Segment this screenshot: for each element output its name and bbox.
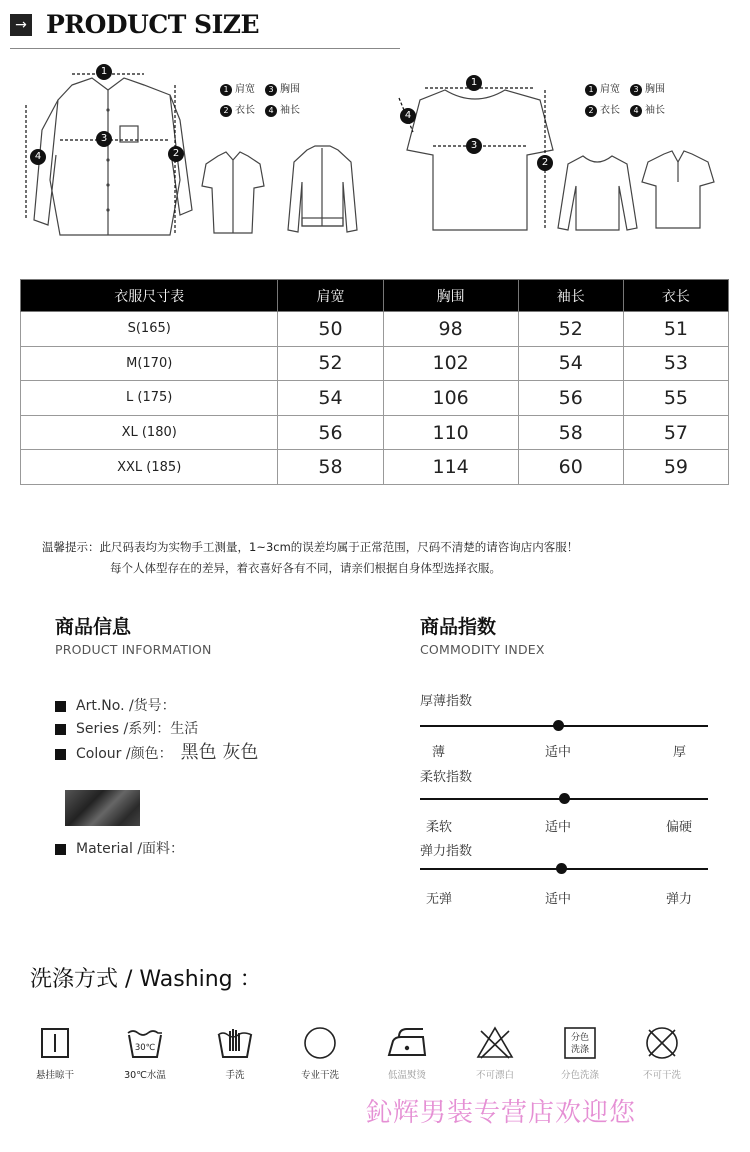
size-table xyxy=(20,279,729,485)
diagram-num-1: 1 xyxy=(96,64,112,80)
diagram-num-1: 1 xyxy=(466,75,482,91)
wash-item-30 xyxy=(110,1025,180,1081)
table-cell: 60 xyxy=(518,450,623,485)
right-legend xyxy=(585,80,675,122)
table-cell: 52 xyxy=(278,346,383,381)
table-cell: 55 xyxy=(623,381,728,416)
wash-label: 悬挂晾干 xyxy=(35,1070,74,1081)
table-cell: 51 xyxy=(623,312,728,347)
legend-label: 袖长 xyxy=(645,105,665,116)
table-cell: 106 xyxy=(383,381,518,416)
legend-num: 4 xyxy=(265,105,277,117)
separate-wash-icon xyxy=(561,1025,599,1061)
softness-index xyxy=(420,766,710,836)
bullet-square-icon xyxy=(55,844,66,855)
legend-num: 4 xyxy=(630,105,642,117)
product-info-title: 商品信息 xyxy=(55,616,132,638)
table-header-cell: 衣长 xyxy=(623,280,728,312)
diagram-num-4: 4 xyxy=(30,149,46,165)
left-legend xyxy=(220,80,310,122)
scale-left: 无弹 xyxy=(426,892,453,907)
size-cell: M(170) xyxy=(21,346,278,381)
size-cell: S(165) xyxy=(21,312,278,347)
wash-item-separate xyxy=(545,1025,615,1081)
diagram-num-2: 2 xyxy=(168,146,184,162)
commodity-index-subtitle: COMMODITY INDEX xyxy=(420,642,545,657)
tip-line-2: 每个人体型存在的差异，着衣喜好各有不同，请亲们根据自身体型选择衣服。 xyxy=(110,561,501,575)
wash-label: 不可干洗 xyxy=(642,1070,681,1081)
table-cell: 52 xyxy=(518,312,623,347)
bullet-square-icon xyxy=(55,724,66,735)
legend-label: 肩宽 xyxy=(600,84,620,95)
diagram-num-2: 2 xyxy=(537,155,553,171)
legend-num: 1 xyxy=(585,84,597,96)
fabric-swatch xyxy=(65,790,140,826)
wash-item-no-tumble xyxy=(627,1025,697,1081)
wash-item-hang-dry xyxy=(20,1025,90,1081)
wash-item-hand-wash xyxy=(200,1025,270,1081)
scale-right: 偏硬 xyxy=(666,820,693,835)
arrow-right-icon: → xyxy=(10,14,32,36)
wash-item-dry-clean xyxy=(285,1025,355,1081)
legend-label: 衣长 xyxy=(235,105,255,116)
table-header-cell: 胸围 xyxy=(383,280,518,312)
index-marker xyxy=(556,863,567,874)
list-item xyxy=(55,718,258,741)
wash-label: 分色洗涤 xyxy=(560,1070,599,1081)
size-cell: L (175) xyxy=(21,381,278,416)
scale-right: 弹力 xyxy=(666,892,693,907)
scale-mid: 适中 xyxy=(545,745,572,760)
table-row xyxy=(21,415,729,450)
list-item xyxy=(55,741,258,766)
table-cell: 54 xyxy=(518,346,623,381)
legend-label: 胸围 xyxy=(280,84,300,95)
legend-label: 肩宽 xyxy=(235,84,255,95)
wash-label: 不可漂白 xyxy=(475,1070,514,1081)
wash-label: 低温熨烫 xyxy=(387,1070,426,1081)
table-row xyxy=(21,450,729,485)
material-label: Material /面料： xyxy=(76,841,185,857)
table-cell: 56 xyxy=(518,381,623,416)
product-info-subtitle: PRODUCT INFORMATION xyxy=(55,642,212,657)
scale-left: 柔软 xyxy=(426,820,453,835)
table-header-row xyxy=(21,280,729,312)
longsleeve-tee-icon xyxy=(555,150,640,235)
scale-right: 厚 xyxy=(673,745,687,760)
legend-num: 2 xyxy=(220,105,232,117)
legend-num: 2 xyxy=(585,105,597,117)
wash-label: 专业干洗 xyxy=(300,1070,339,1081)
polo-shirt-icon xyxy=(638,148,718,233)
product-size-title: PRODUCT SIZE xyxy=(46,10,260,39)
table-cell: 53 xyxy=(623,346,728,381)
table-row xyxy=(21,381,729,416)
table-cell: 58 xyxy=(278,450,383,485)
index-label: 厚薄指数 xyxy=(420,694,473,709)
no-tumble-icon xyxy=(642,1025,682,1061)
table-header-cell: 袖长 xyxy=(518,280,623,312)
commodity-index-title: 商品指数 xyxy=(420,616,497,638)
legend-num: 3 xyxy=(265,84,277,96)
table-cell: 57 xyxy=(623,415,728,450)
section-header xyxy=(10,10,400,42)
table-cell: 98 xyxy=(383,312,518,347)
elasticity-index xyxy=(420,840,710,910)
diagram-num-3: 3 xyxy=(96,131,112,147)
table-row xyxy=(21,312,729,347)
table-cell: 102 xyxy=(383,346,518,381)
table-cell: 59 xyxy=(623,450,728,485)
svg-text:洗涤: 洗涤 xyxy=(570,1045,590,1055)
index-marker xyxy=(559,793,570,804)
table-row xyxy=(21,346,729,381)
index-label: 柔软指数 xyxy=(420,770,473,785)
wash-30-icon xyxy=(125,1025,165,1061)
wash-item-no-bleach xyxy=(460,1025,530,1081)
svg-text:30℃: 30℃ xyxy=(134,1043,156,1053)
hang-dry-icon xyxy=(37,1025,73,1061)
legend-label: 胸围 xyxy=(645,84,665,95)
size-cell: XXL (185) xyxy=(21,450,278,485)
dry-clean-icon xyxy=(302,1025,338,1061)
wash-item-low-iron xyxy=(372,1025,442,1081)
size-cell: XL (180) xyxy=(21,415,278,450)
product-info-list xyxy=(55,695,258,766)
list-item xyxy=(55,695,258,718)
table-header-cell: 肩宽 xyxy=(278,280,383,312)
store-welcome: 鈊辉男装专营店欢迎您 xyxy=(366,1098,637,1128)
diagram-num-3: 3 xyxy=(466,138,482,154)
scale-left: 薄 xyxy=(432,745,446,760)
table-cell: 110 xyxy=(383,415,518,450)
jacket-icon xyxy=(285,142,360,237)
scale-mid: 适中 xyxy=(545,892,572,907)
table-cell: 58 xyxy=(518,415,623,450)
wash-label: 手洗 xyxy=(225,1070,245,1081)
index-marker xyxy=(553,720,564,731)
scale-mid: 适中 xyxy=(545,820,572,835)
legend-num: 3 xyxy=(630,84,642,96)
diagram-num-4: 4 xyxy=(400,108,416,124)
table-cell: 114 xyxy=(383,450,518,485)
header-divider xyxy=(10,48,400,49)
material-item xyxy=(55,838,184,858)
hand-wash-icon xyxy=(215,1025,255,1061)
table-cell: 50 xyxy=(278,312,383,347)
thickness-index xyxy=(420,690,710,760)
low-iron-icon xyxy=(385,1025,429,1061)
washing-title: 洗涤方式 / Washing ： xyxy=(30,967,262,992)
series-label: Series /系列：生活 xyxy=(76,721,199,737)
index-label: 弹力指数 xyxy=(420,844,473,859)
colour-label: Colour /颜色： xyxy=(76,746,173,762)
table-header-cell: 衣服尺寸表 xyxy=(21,280,278,312)
size-tip xyxy=(42,537,578,579)
table-cell: 54 xyxy=(278,381,383,416)
no-bleach-icon xyxy=(475,1025,515,1061)
shortsleeve-shirt-icon xyxy=(198,148,268,238)
legend-label: 袖长 xyxy=(280,105,300,116)
table-cell: 56 xyxy=(278,415,383,450)
wash-label: 30℃水温 xyxy=(124,1070,166,1081)
legend-num: 1 xyxy=(220,84,232,96)
legend-label: 衣长 xyxy=(600,105,620,116)
bullet-square-icon xyxy=(55,749,66,760)
colour-value: 黑色 灰色 xyxy=(180,742,259,763)
svg-text:分色: 分色 xyxy=(570,1033,590,1043)
shirt-diagram xyxy=(20,60,220,245)
art-no-label: Art.No. /货号： xyxy=(76,698,176,714)
tip-line-1: 温馨提示：此尺码表均为实物手工测量，1~3cm的误差均属于正常范围，尺码不清楚的请咨询店内客服！ xyxy=(42,540,579,554)
bullet-square-icon xyxy=(55,701,66,712)
